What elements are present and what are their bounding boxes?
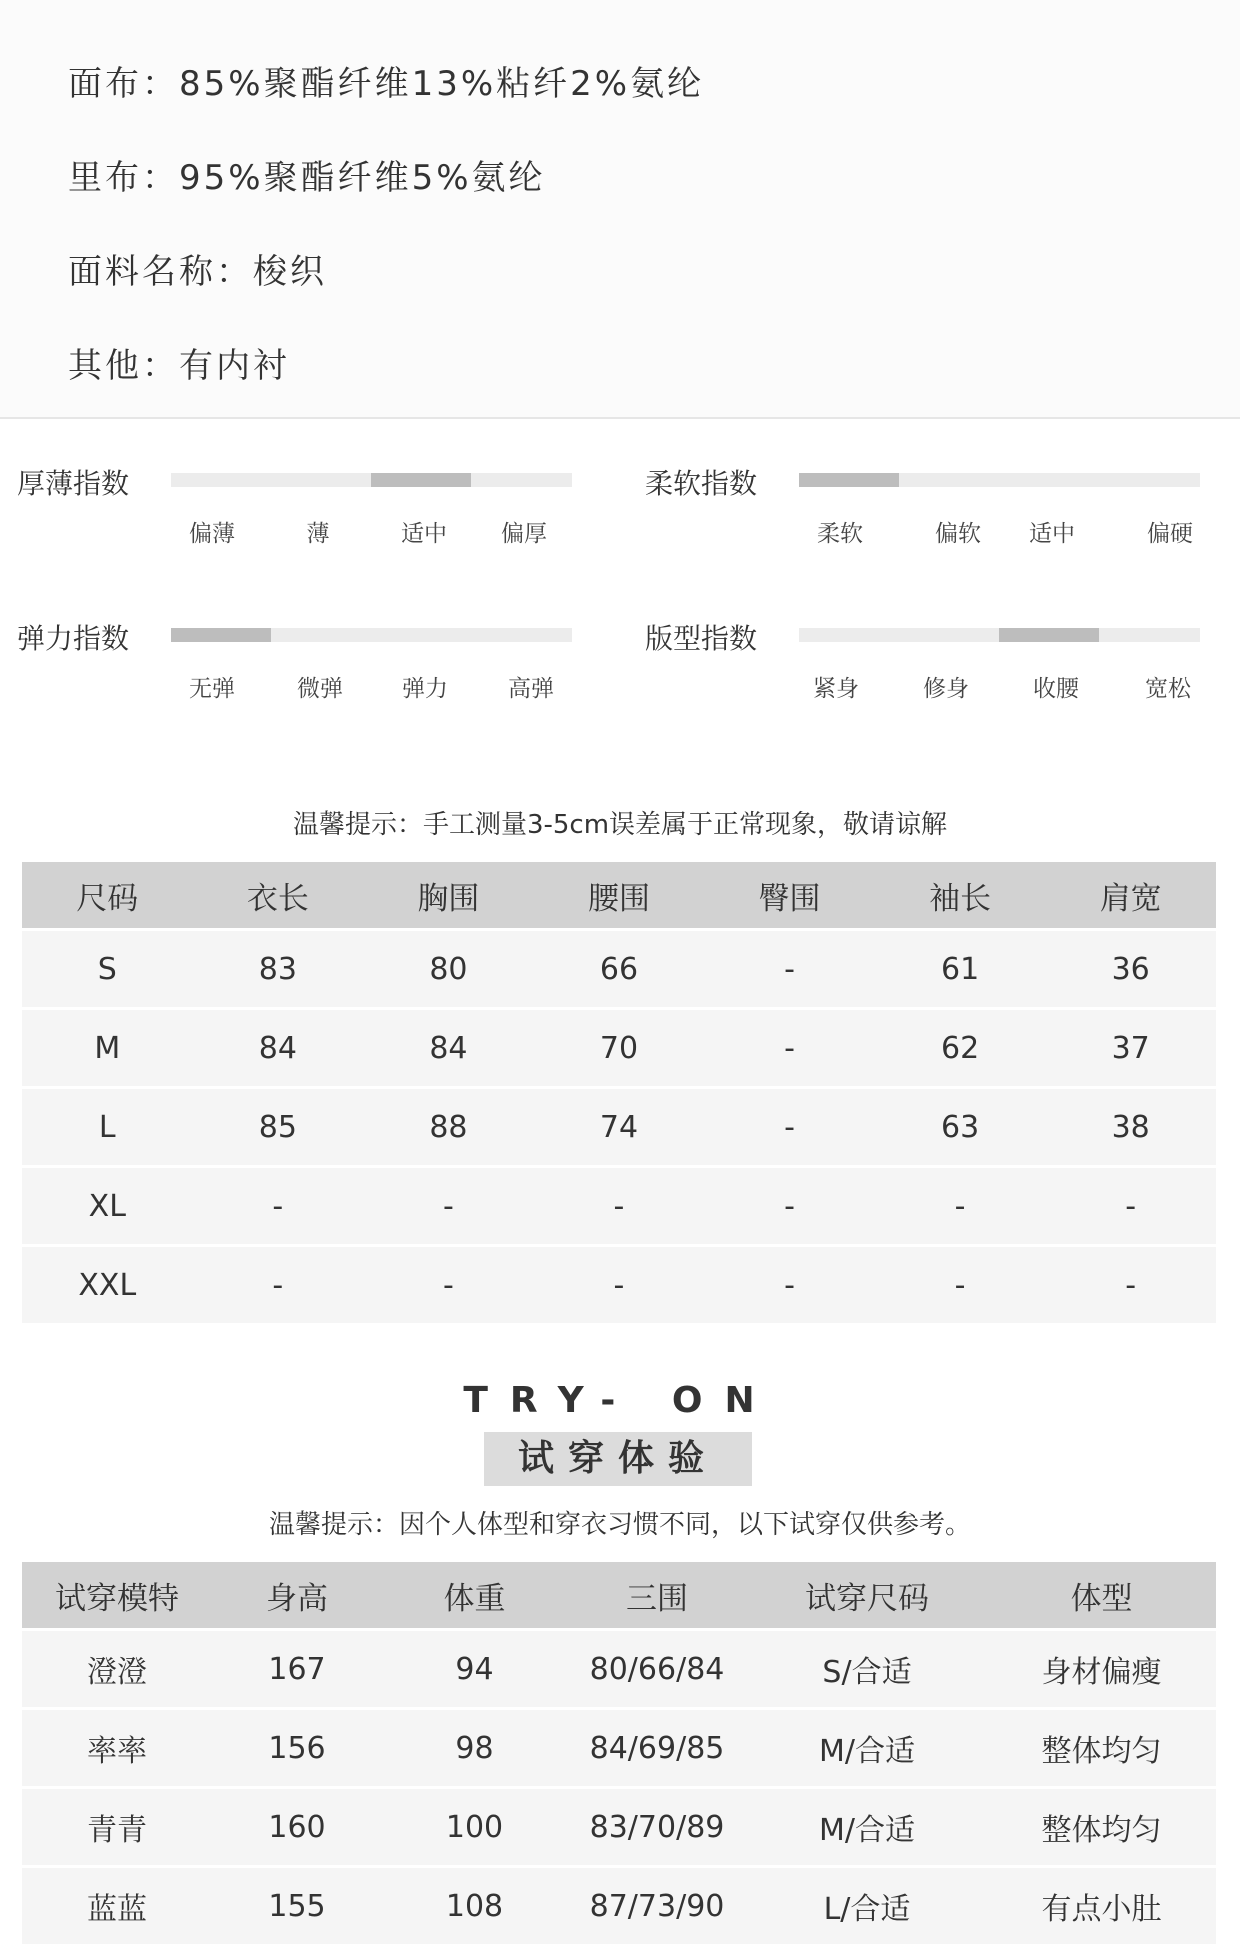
header-cell: 体型	[987, 1562, 1216, 1630]
fit-label: 紧身	[813, 670, 859, 703]
section-divider	[0, 417, 1240, 419]
table-cell: 率率	[22, 1709, 212, 1788]
table-row	[22, 1167, 1216, 1246]
table-cell: 80/66/84	[567, 1630, 747, 1709]
table-cell: -	[875, 1246, 1046, 1324]
thickness-index-bar	[171, 473, 572, 487]
table-cell: -	[363, 1246, 534, 1324]
elasticity-label: 微弹	[297, 670, 343, 703]
softness-label: 偏软	[935, 515, 981, 548]
tryon-title-en: TRY- ON	[0, 1380, 1240, 1421]
table-cell: 98	[382, 1709, 567, 1788]
table-cell: -	[704, 930, 875, 1009]
softness-index-title: 柔软指数	[645, 462, 757, 502]
table-cell: M/合适	[747, 1709, 987, 1788]
table-cell: 61	[875, 930, 1046, 1009]
table-cell: 身材偏瘦	[987, 1630, 1216, 1709]
table-cell: 83	[193, 930, 364, 1009]
header-cell: 身高	[212, 1562, 382, 1630]
table-cell: 94	[382, 1630, 567, 1709]
elasticity-index-marker	[171, 628, 271, 642]
fabric-name: 面料名称：梭织	[68, 244, 327, 293]
table-cell: 84	[363, 1009, 534, 1088]
table-cell: XL	[22, 1167, 193, 1246]
elasticity-label: 高弹	[508, 670, 554, 703]
thickness-label: 适中	[401, 515, 447, 548]
elasticity-index-bar	[171, 628, 572, 642]
thickness-index-title: 厚薄指数	[17, 462, 129, 502]
table-cell: 70	[534, 1009, 705, 1088]
table-row	[22, 1709, 1216, 1788]
table-cell: -	[704, 1167, 875, 1246]
table-row	[22, 1867, 1216, 1944]
header-cell: 试穿模特	[22, 1562, 212, 1630]
fit-index-title: 版型指数	[645, 617, 757, 657]
table-cell: L	[22, 1088, 193, 1167]
fit-label: 宽松	[1145, 670, 1191, 703]
thickness-label: 偏厚	[501, 515, 547, 548]
fabric-other: 其他：有内衬	[68, 338, 290, 387]
thickness-label: 薄	[307, 515, 330, 548]
softness-index-marker	[799, 473, 899, 487]
size-note: 温馨提示：手工测量3-5cm误差属于正常现象，敬请谅解	[0, 804, 1240, 841]
tryon-title-cn: 试穿体验	[484, 1432, 752, 1486]
table-cell: -	[193, 1167, 364, 1246]
face-fabric: 面布：85%聚酯纤维13%粘纤2%氨纶	[68, 56, 704, 105]
table-cell: XXL	[22, 1246, 193, 1324]
table-cell: -	[704, 1009, 875, 1088]
table-cell: -	[875, 1167, 1046, 1246]
table-cell: -	[534, 1246, 705, 1324]
table-cell: 100	[382, 1788, 567, 1867]
table-cell: L/合适	[747, 1867, 987, 1944]
table-cell: 蓝蓝	[22, 1867, 212, 1944]
table-cell: 有点小肚	[987, 1867, 1216, 1944]
table-cell: 澄澄	[22, 1630, 212, 1709]
table-cell: 青青	[22, 1788, 212, 1867]
size-table-header	[22, 862, 1216, 930]
table-cell: 84/69/85	[567, 1709, 747, 1788]
softness-label: 适中	[1029, 515, 1075, 548]
header-cell: 衣长	[193, 862, 364, 930]
tryon-table-header	[22, 1562, 1216, 1630]
softness-index-bar	[799, 473, 1200, 487]
table-cell: M/合适	[747, 1788, 987, 1867]
table-cell: -	[704, 1088, 875, 1167]
tryon-table	[22, 1562, 1216, 1944]
table-cell: 37	[1045, 1009, 1216, 1088]
table-cell: 80	[363, 930, 534, 1009]
table-row	[22, 1009, 1216, 1088]
table-cell: 88	[363, 1088, 534, 1167]
fabric-info-section	[0, 0, 1240, 418]
table-row	[22, 1788, 1216, 1867]
header-cell: 袖长	[875, 862, 1046, 930]
table-cell: 38	[1045, 1088, 1216, 1167]
header-cell: 臀围	[704, 862, 875, 930]
table-cell: 整体均匀	[987, 1709, 1216, 1788]
header-cell: 腰围	[534, 862, 705, 930]
table-cell: -	[534, 1167, 705, 1246]
table-cell: 62	[875, 1009, 1046, 1088]
table-cell: 156	[212, 1709, 382, 1788]
thickness-label: 偏薄	[189, 515, 235, 548]
table-cell: 85	[193, 1088, 364, 1167]
table-cell: 66	[534, 930, 705, 1009]
fit-label: 修身	[923, 670, 969, 703]
table-cell: -	[193, 1246, 364, 1324]
table-row	[22, 1246, 1216, 1324]
table-cell: -	[363, 1167, 534, 1246]
table-cell: 74	[534, 1088, 705, 1167]
header-cell: 试穿尺码	[747, 1562, 987, 1630]
fit-index-bar	[799, 628, 1200, 642]
table-cell: 87/73/90	[567, 1867, 747, 1944]
lining-fabric: 里布：95%聚酯纤维5%氨纶	[68, 150, 546, 199]
tryon-note: 温馨提示：因个人体型和穿衣习惯不同，以下试穿仅供参考。	[0, 1504, 1240, 1541]
table-cell: 63	[875, 1088, 1046, 1167]
header-cell: 肩宽	[1045, 862, 1216, 930]
elasticity-label: 弹力	[402, 670, 448, 703]
table-cell: 整体均匀	[987, 1788, 1216, 1867]
elasticity-label: 无弹	[189, 670, 235, 703]
table-row	[22, 930, 1216, 1009]
header-cell: 胸围	[363, 862, 534, 930]
table-cell: M	[22, 1009, 193, 1088]
table-cell: 160	[212, 1788, 382, 1867]
header-cell: 体重	[382, 1562, 567, 1630]
table-cell: 36	[1045, 930, 1216, 1009]
softness-label: 偏硬	[1147, 515, 1193, 548]
table-cell: S/合适	[747, 1630, 987, 1709]
softness-label: 柔软	[817, 515, 863, 548]
table-row	[22, 1630, 1216, 1709]
table-row	[22, 1088, 1216, 1167]
elasticity-index-title: 弹力指数	[17, 617, 129, 657]
table-cell: S	[22, 930, 193, 1009]
header-cell: 三围	[567, 1562, 747, 1630]
thickness-index-marker	[371, 473, 471, 487]
table-cell: 155	[212, 1867, 382, 1944]
table-cell: 167	[212, 1630, 382, 1709]
table-cell: -	[1045, 1246, 1216, 1324]
fit-index-marker	[999, 628, 1099, 642]
table-cell: 108	[382, 1867, 567, 1944]
table-cell: 84	[193, 1009, 364, 1088]
size-table	[22, 862, 1216, 1323]
table-cell: -	[1045, 1167, 1216, 1246]
table-cell: -	[704, 1246, 875, 1324]
fit-label: 收腰	[1033, 670, 1079, 703]
header-cell: 尺码	[22, 862, 193, 930]
table-cell: 83/70/89	[567, 1788, 747, 1867]
